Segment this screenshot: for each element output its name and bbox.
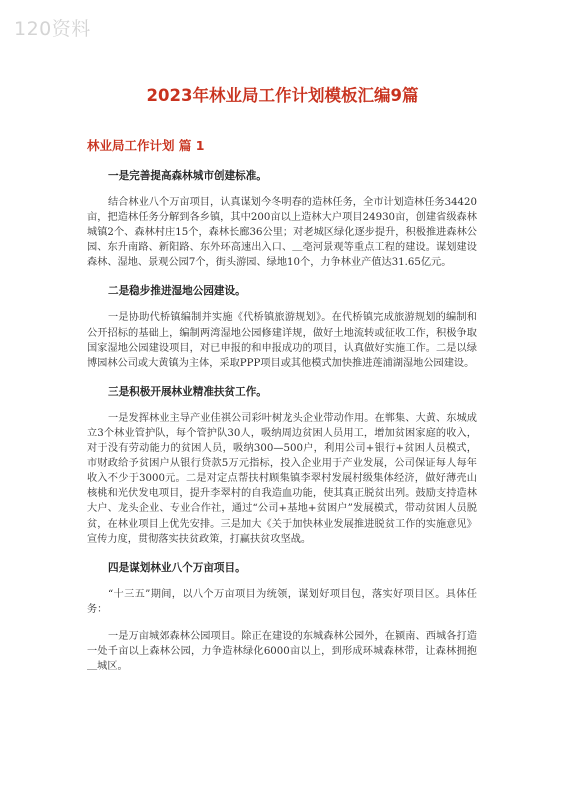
- document-title: 2023年林业局工作计划模板汇编9篇: [146, 86, 419, 105]
- paragraph-3: 一是发挥林业主导产业佳祺公司彩叶树龙头企业带动作用。在郸集、大黄、东城成立3个林业管护队，每个管护队30人，吸纳周边贫困人员用工，增加贫困家庭的收入，对于没有劳动能力的贫困人员，吸纳300—500户，利用公司+银行+贫困人员模式，市财政给予贫困户从银行贷款5万元指标，投入企业用于产业发展，公司保证每人每年收入不少于3000元。二是对定点帮扶村顾集镇李翠村发展村级集体经济，做好薄壳山核桃和光伏发电项目，提升李翠村的自我造血功能，使其真正脱贫出列。鼓励支持造林大户、龙头企业、专业合作社，通过“公司+基地+贫困户”发展模式，带动贫困人员脱贫，在林业项目上优先安排。三是加大《关于加快林业发展推进脱贫工作的实施意见》宣传力度，贯彻落实扶贫政策，打赢扶贫攻坚战。: [87, 412, 477, 545]
- section-heading-1: 一是完善提高森林城市创建标准。: [108, 170, 267, 182]
- section-heading-2: 二是稳步推进湿地公园建设。: [108, 285, 246, 298]
- paragraph-4: “十三五”期间，以八个万亩项目为统领，谋划好项目包，落实好项目区。具体任务：: [87, 588, 477, 615]
- section-heading-3: 三是积极开展林业精准扶贫工作。: [108, 385, 267, 398]
- paragraph-1: 结合林业八个万亩项目，认真谋划今冬明春的造林任务，全市计划造林任务34420亩，把造林任务分解到各乡镇，其中200亩以上造林大户项目24930亩，创建省级森林城镇2个、森林村庄15个，森林长廊36公里；对老城区绿化逐步提升，积极推进森林公园、东升南路、新阳路、东外环高速出入口、＿亳河景观等重点工程的建设。谋划建设森林、湿地、景观公园7个，街头游园、绿地10个，力争林业产值达31.65亿元。: [87, 197, 477, 269]
- paragraph-5: 一是万亩城郊森林公园项目。除正在建设的东城森林公园外，在颍南、西城各打造一处千亩以上森林公园，力争造林绿化6000亩以上，到形成环城森林带，让森林拥抱＿城区。: [87, 630, 477, 673]
- section-subtitle: 林业局工作计划 篇 1: [87, 138, 205, 153]
- watermark: 120资料: [14, 18, 91, 40]
- section-heading-4: 四是谋划林业八个万亩项目。: [108, 561, 246, 574]
- paragraph-2: 一是协助代桥镇编制并实施《代桥镇旅游规划》。在代桥镇完成旅游规划的编制和公开招标的基础上，编制两湾湿地公园修建详规，做好土地流转或征收工作，积极争取国家湿地公园建设项目，对已申报的和申报成功的项目，认真做好实施工作。二是以绿博园林公司或大黄镇为主体，采取PPP项目或其他模式加快推进莲浦湖湿地公园建设。: [87, 312, 477, 369]
- document-body: [87, 136, 477, 688]
